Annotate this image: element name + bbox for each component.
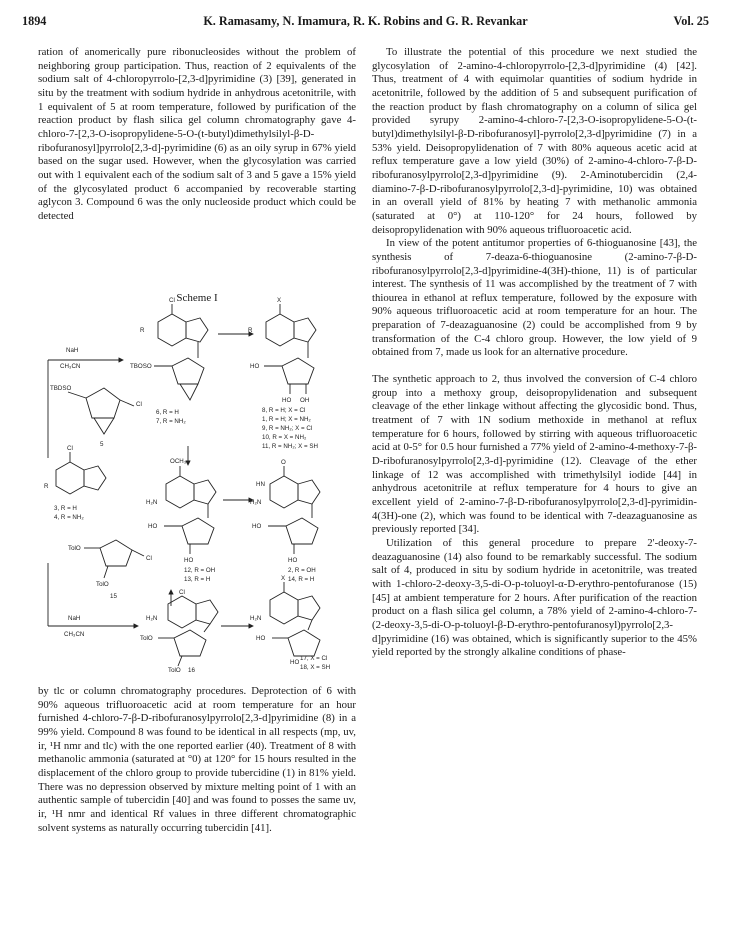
label-r-6: R [140,327,145,334]
label-cpd-10: 10, R = X = NH₂ [262,434,307,441]
paragraph: ration of anomerically pure ribonucleosides without the problem of neighboring group participation. Thus, reaction of 2 equivalents of the sodium salt of 4-chloropyrrolo-[2,3-d]pyrimidine (3) [39], generated in situ by the treatment with sodium hydride in anhydrous acetonitrile, with 1 equivalent of 5 at room temperature, followed by purification of the reaction product by flash silica gel column chromatography gave 4-chloro-7-[2,3-O-isopropylidene-5-O-(t-butyl)dimethylsilyl-β-D-ribofuranosyl]pyrrolo[2,3-d]-pyrimidine (6) as an oily syrup in 67% yield based on the sugar used. However, when the glycosylation was carried out with 1 equivalent each of the sodium salt of 3 and 5 gave a 15% yield of the glycosylated product 6 accompanied by recoverable starting aglycon 3. Compound 6 was the only nucleoside product which could be detected [38,46,356,222]
structure-5 [68,388,134,434]
label-cl-5: Cl [136,401,142,408]
left-column-top [38,46,356,224]
label-cpd-13: 13, R = H [184,576,211,583]
label-cpd-16: 16 [188,667,195,674]
label-cpd-18: 18, X = SH [300,664,331,671]
label-cl-6: Cl [169,297,175,304]
right-column [372,46,697,660]
paragraph: by tlc or column chromatography procedures. Deprotection of 6 with 90% aqueous trifluoroacetic acid at room temperature for an hour furnished 4-chloro-7-β-D-ribofuranosylpyrrolo[2,3-d]pyrimidine (8) in a 99% yield. Compound 8 was found to be identical in all respects (mp, uv, ir, ¹H nmr and tlc) with the one reported earlier (40). Treatment of 8 with methanolic ammonia (saturated at °0) at 120° for 15 hours resulted in the displacement of the chloro group to provide tubercidine (1) in 81% yield. There was no depression observed by mixture melting point of 1 with an authentic sample of tubercidin [40] and was found to posses the same uv, ir, ¹H nmr and identical Rf values in three different chromatographic solvent systems as naturally occurring tubercidin [41]. [38,685,356,834]
label-tolo-16b: TolO [168,667,181,674]
label-ho-12: HO [148,523,158,530]
scheme-title: Scheme I [176,292,218,304]
label-cl-15: Cl [146,555,152,562]
page-header [22,14,709,30]
structure-2-14 [268,466,320,554]
label-cpd-3: 3, R = H [54,505,77,512]
label-r-8: R [248,327,253,334]
paragraph: The synthetic approach to 2, thus involved the conversion of C-4 chloro group into a methoxy group, deisopropylidenation and subsequent cleavage of the ether linkage without affecting the glycosidic bond. Thus, treatment of 7 with 1N sodium methoxide in methanol at reflux temperature for 6 hours, followed by stirring with aqueous trifluoroacetic acid at 0-5° for 0.5 hour furnished a 77% yield of 2-amino-4-methoxy-7-β-D-ribofuranosylpyrrolo[2,3-d]-pyrimidine (12). Cleavage of the ether linkage of 12 was accomplished with trimethylsilyl iodide [44] in anhydrous acetonitrile at reflux temperature for 4 hours to give an excellent yield of 2-amino-7-β-D-ribofuranosylpyrrolo[2,3-d]-pyrimidin-4(3H)-one (2), which was found to be identical with 7-deazaguanosine as previously reported [34]. [372,373,697,536]
label-cpd-14: 14, R = H [288,576,315,583]
label-x-17: X [281,575,286,582]
label-cl-3: Cl [67,445,73,452]
label-ho-8b: HO [282,397,292,404]
label-h2n-17: H₂N [250,615,262,622]
label-h2n-16: H₂N [146,615,158,622]
structure-8-series [264,304,316,394]
paragraph: To illustrate the potential of this procedure we next studied the glycosylation of 2-amino-4-chloropyrrolo-[2,3-d]pyrimidine (4) [42]. Thus, treatment of 4 with equimolar quantities of sodium hydride in acetonitrile, followed by the addition of 5 and subsequent purification of the reaction product by flash chromatography on a column of silica gel provided syrupy 2-amino-4-chloro-7-[2,3-O-isopropylidene-5-O-(t-butyl)dimethylsilyl-β-D-ribofuranosyl]-pyrrolo[2,3-d]pyrimidine (7) in a 53% yield. Deisopropylidenation of 7 with 80% aqueous acetic acid at reflux temperature gave a low yield (30%) of 2-amino-4-chloro-7-β-D-ribofuranosylpyrrolo[2,3-d]pyrimidine (9). 2-Aminotubercidin (2,4-diamino-7-β-D-ribofuranosylpyrrolo[2,3-d]-pyrimidine, 10) was obtained in an overall yield of 81% by heating 7 with methanolic ammonia (saturated at 0°) at 110-120° for 24 hours, followed by deisopropylidenation with 90% aqueous trifluoroacetic acid. [372,46,697,236]
label-tbdso-5: TBDSO [50,385,72,392]
label-tolo-15: TolO [68,545,81,552]
structure-16 [158,596,218,666]
label-cl-16: Cl [179,589,185,596]
structure-15 [84,540,144,578]
structure-12-13 [164,466,216,554]
label-h2n-2: H₂N [250,499,262,506]
reagent-ch3cn-bot: CH₃CN [64,631,85,638]
label-ho-2b: HO [288,557,298,564]
label-ho-12b: HO [184,557,194,564]
label-cpd-8: 8, R = H; X = Cl [262,407,306,414]
structure-17-18 [270,582,320,656]
label-cpd-12: 12, R = OH [184,567,216,574]
structure-6-7 [154,304,208,400]
structure-3-4 [56,452,106,494]
label-x-8: X [277,297,282,304]
label-ho-8: HO [250,363,260,370]
label-tolo-16: TolO [140,635,153,642]
page-number: 1894 [22,14,47,28]
label-oh-8: OH [300,397,310,404]
label-cpd-9: 9, R = NH₂; X = Cl [262,425,313,432]
label-ho-17: HO [256,635,266,642]
label-cpd-2: 2, R = OH [288,567,316,574]
label-cpd-7: 7, R = NH₂ [156,418,186,425]
label-ho-2: HO [252,523,262,530]
label-cpd-15: 15 [110,593,117,600]
reagent-ch3cn-top: CH₃CN [60,363,81,370]
label-hn-2: HN [256,481,265,488]
label-cpd-4: 4, R = NH₂ [54,514,84,521]
label-tbdso-6: TBOSO [130,363,152,370]
label-cpd-5: 5 [100,441,104,448]
label-tolo-15b: TolO [96,581,109,588]
reagent-nah-bot: NaH [68,615,81,622]
label-cpd-6: 6, R = H [156,409,179,416]
reagent-nah-top: NaH [66,347,79,354]
label-h2n-12: H₂N [146,499,158,506]
paragraph: In view of the potent antitumor properties of 6-thioguanosine [43], the synthesis of 7-deaza-6-thioguanosine (2-amino-7-β-D-ribofuranosylpyrrolo[2,3-d]pyrimidine-4(3H)-thione, 11) is of particular interest. The synthesis of 11 was accomplished by the treatment of 7 with thiourea in ethanol at reflux temperature, followed by the exposure with 90% aqueous trifluoroacetic acid at room temperature for an hour. The preparation of 7-deazaguanosine (2) could be accomplished from 9 by transformation of the C-4 chloro group. However, the low yield of 9 obtained from 7, made us look for an alternative procedure. [372,237,697,359]
label-o-2: O [281,459,286,466]
paragraph: Utilization of this general procedure to prepare 2'-deoxy-7-deazaguanosine (14) also found to be remarkably successful. The sodium salt of 4, produced in situ by sodium hydride in acetonitrile, was treated with 1-chloro-2-deoxy-3,5-di-O-p-toluoyl-α-D-erythro-pentofuranose (15) [45] at ambient temperature for 2 hours. After purification of the reaction product on a flash silica gel column, a 78% yield of 2-amino-4-chloro-7-(2-deoxy-3,5-di-O-p-toluoyl-β-D-erythro-pentofuranosyl)pyrrolo[2,3-d]pyrimidine (16) was obtained, which is significantly superior to the 45% yield reported by the strongly alkaline conditions of phase- [372,536,697,659]
label-cpd-11: 11, R = NH₂; X = SH [262,443,318,450]
label-cpd-1: 1, R = H; X = NH₂ [262,416,311,423]
volume-label: Vol. 25 [673,14,709,28]
label-r-3: R [44,483,49,490]
label-cpd-17: 17, X = Cl [300,655,328,662]
label-och3-12: OCH₃ [170,458,187,465]
left-column-bottom [38,685,356,835]
running-authors: K. Ramasamy, N. Imamura, R. K. Robins and G. R. Revankar [203,14,528,28]
label-ho-17b: HO [290,659,300,666]
